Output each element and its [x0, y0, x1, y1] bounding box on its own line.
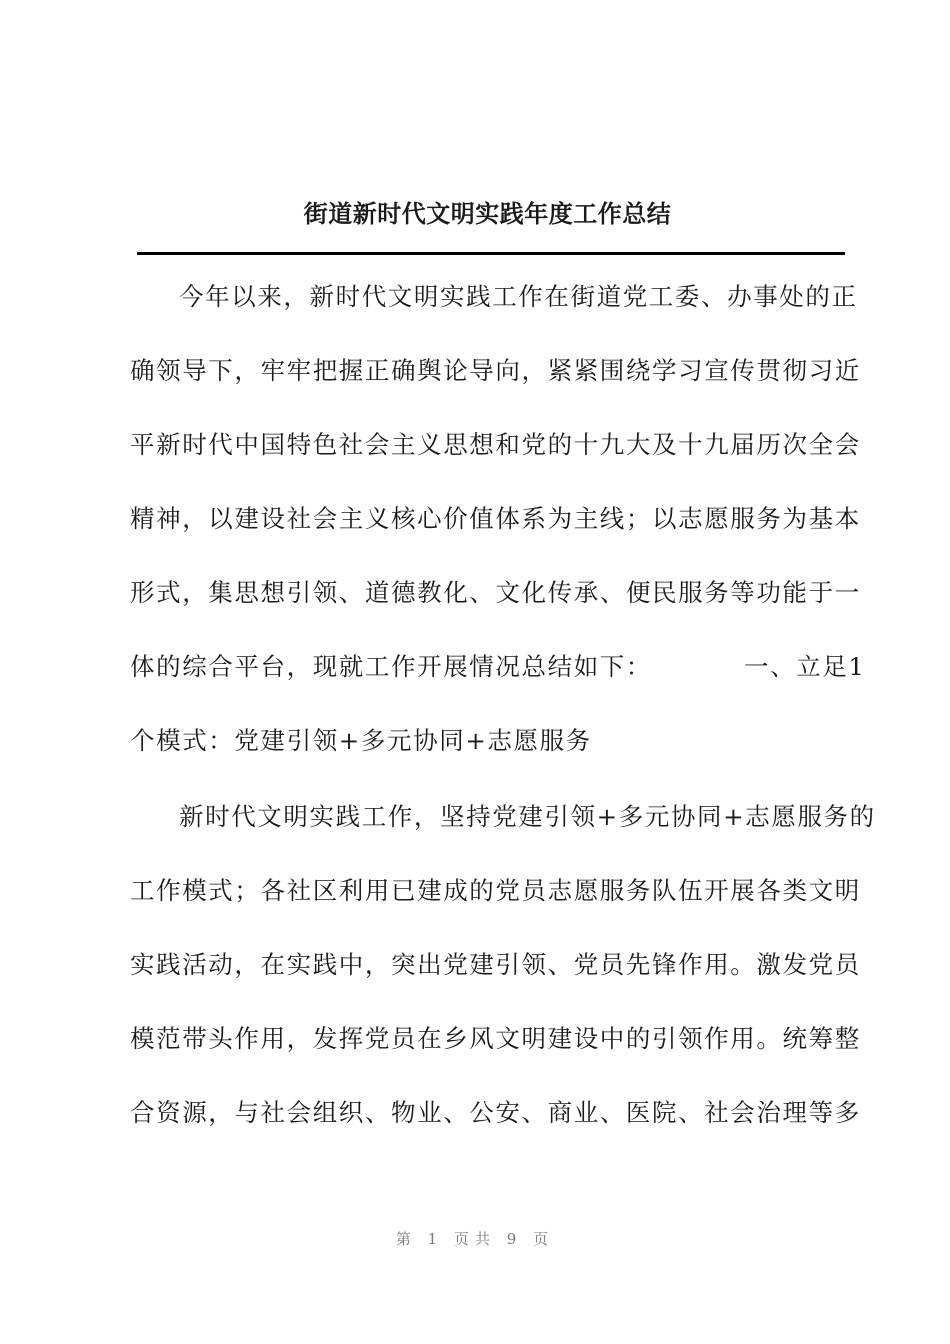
title-underline [137, 252, 845, 255]
footer-suffix: 页 [533, 1230, 555, 1248]
paragraph-intro [130, 260, 866, 778]
text-line-with-heading [130, 630, 866, 704]
footer-total-pages: 9 [506, 1230, 523, 1248]
text-line: 形式，集思想引领、道德教化、文化传承、便民服务等功能于一 [130, 578, 861, 607]
text-line: 平新时代中国特色社会主义思想和党的十九大及十九届历次全会 [130, 430, 861, 459]
text-line: 今年以来，新时代文明实践工作在街道党工委、办事处的正 [179, 282, 858, 311]
text-line: 体的综合平台，现就工作开展情况总结如下： [130, 652, 652, 681]
text-line: 工作模式；各社区利用已建成的党员志愿服务队伍开展各类文明 [130, 876, 861, 905]
text-line: 实践活动，在实践中，突出党建引领、党员先锋作用。激发党员 [130, 950, 861, 979]
footer-middle: 页共 [453, 1230, 496, 1248]
text-line: 个模式：党建引领+多元协同+志愿服务 [130, 726, 592, 755]
text-line: 精神，以建设社会主义核心价值体系为主线；以志愿服务为基本 [130, 504, 861, 533]
text-line: 新时代文明实践工作，坚持党建引领+多元协同+志愿服务的 [179, 802, 876, 831]
footer-prefix: 第 [395, 1230, 417, 1248]
document-title: 街道新时代文明实践年度工作总结 [303, 199, 672, 228]
page-footer [0, 1228, 950, 1250]
text-line: 模范带头作用，发挥党员在乡风文明建设中的引领作用。统筹整 [130, 1024, 861, 1053]
text-line: 确领导下，牢牢把握正确舆论导向，紧紧围绕学习宣传贯彻习近 [130, 356, 861, 385]
section-heading: 一、立足1 [744, 652, 866, 681]
footer-page-number: 1 [427, 1230, 444, 1248]
paragraph-model [130, 780, 876, 1150]
text-line: 合资源，与社会组织、物业、公安、商业、医院、社会治理等多 [130, 1098, 861, 1127]
